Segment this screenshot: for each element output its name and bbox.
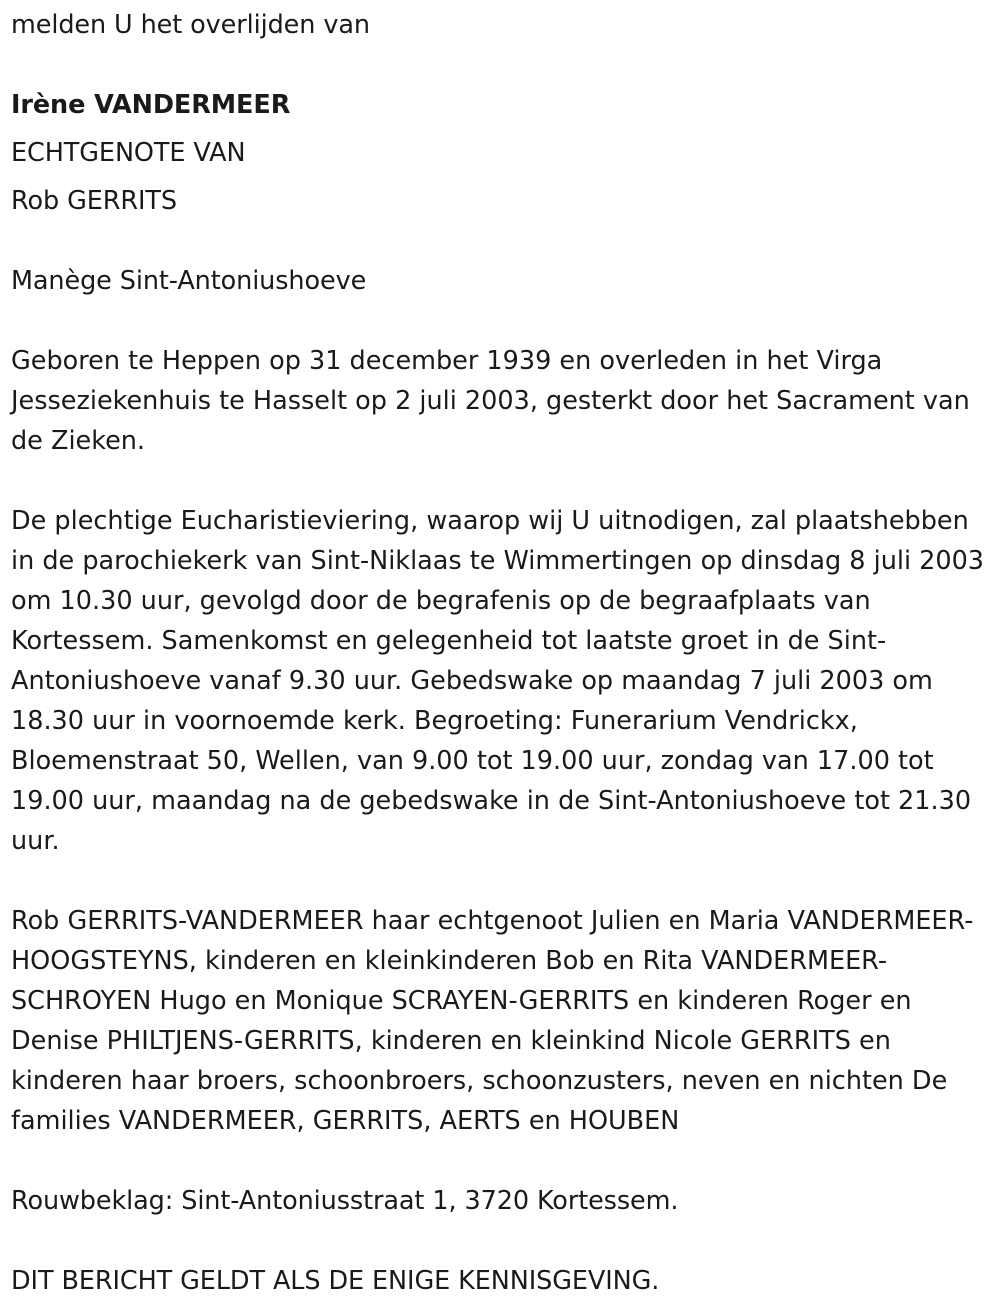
intro-text: melden U het overlijden van	[11, 10, 370, 40]
location-name: Manège Sint-Antoniushoeve	[11, 266, 367, 296]
ceremony-paragraph: De plechtige Eucharistieviering, waarop wij U uitnodigen, zal plaatshebben in de parochiekerk van Sint-Niklaas te Wimmertingen op dinsdag 8 juli 2003 om 10.30 uur, gevolgd door de begrafenis op de begraafplaats van Kortessem. Samenkomst en gelegenheid tot laatste groet in de Sint-Antoniushoeve vanaf 9.30 uur. Gebedswake op maandag 7 juli 2003 om 18.30 uur in voornoemde kerk. Begroeting: Funerarium Vendrickx, Bloemenstraat 50, Wellen, van 9.00 tot 19.00 uur, zondag van 17.00 tot 19.00 uur, maandag na de gebedswake in de Sint-Antoniushoeve tot 21.30 uur.	[11, 506, 985, 856]
family-paragraph: Rob GERRITS-VANDERMEER haar echtgenoot Julien en Maria VANDERMEER-HOOGSTEYNS, kinderen en kleinkinderen Bob en Rita VANDERMEER-SCHROYEN Hugo en Monique SCRAYEN-GERRITS en kinderen Roger en Denise PHILTJENS-GERRITS, kinderen en kleinkind Nicole GERRITS en kinderen haar broers, schoonbroers, schoonzusters, neven en nichten De families VANDERMEER, GERRITS, AERTS en HOUBEN	[11, 906, 974, 1136]
closing-text: DIT BERICHT GELDT ALS DE ENIGE KENNISGEVING.	[11, 1266, 660, 1296]
condolence-address: Rouwbeklag: Sint-Antoniusstraat 1, 3720 Kortessem.	[11, 1186, 679, 1216]
relation-text: ECHTGENOTE VAN	[11, 138, 246, 168]
birth-death-paragraph: Geboren te Heppen op 31 december 1939 en overleden in het Virga Jesseziekenhuis te Hasselt op 2 juli 2003, gesterkt door het Sacrament van de Zieken.	[11, 346, 970, 456]
deceased-name: Irène VANDERMEER	[11, 90, 291, 120]
spouse-name: Rob GERRITS	[11, 186, 177, 216]
